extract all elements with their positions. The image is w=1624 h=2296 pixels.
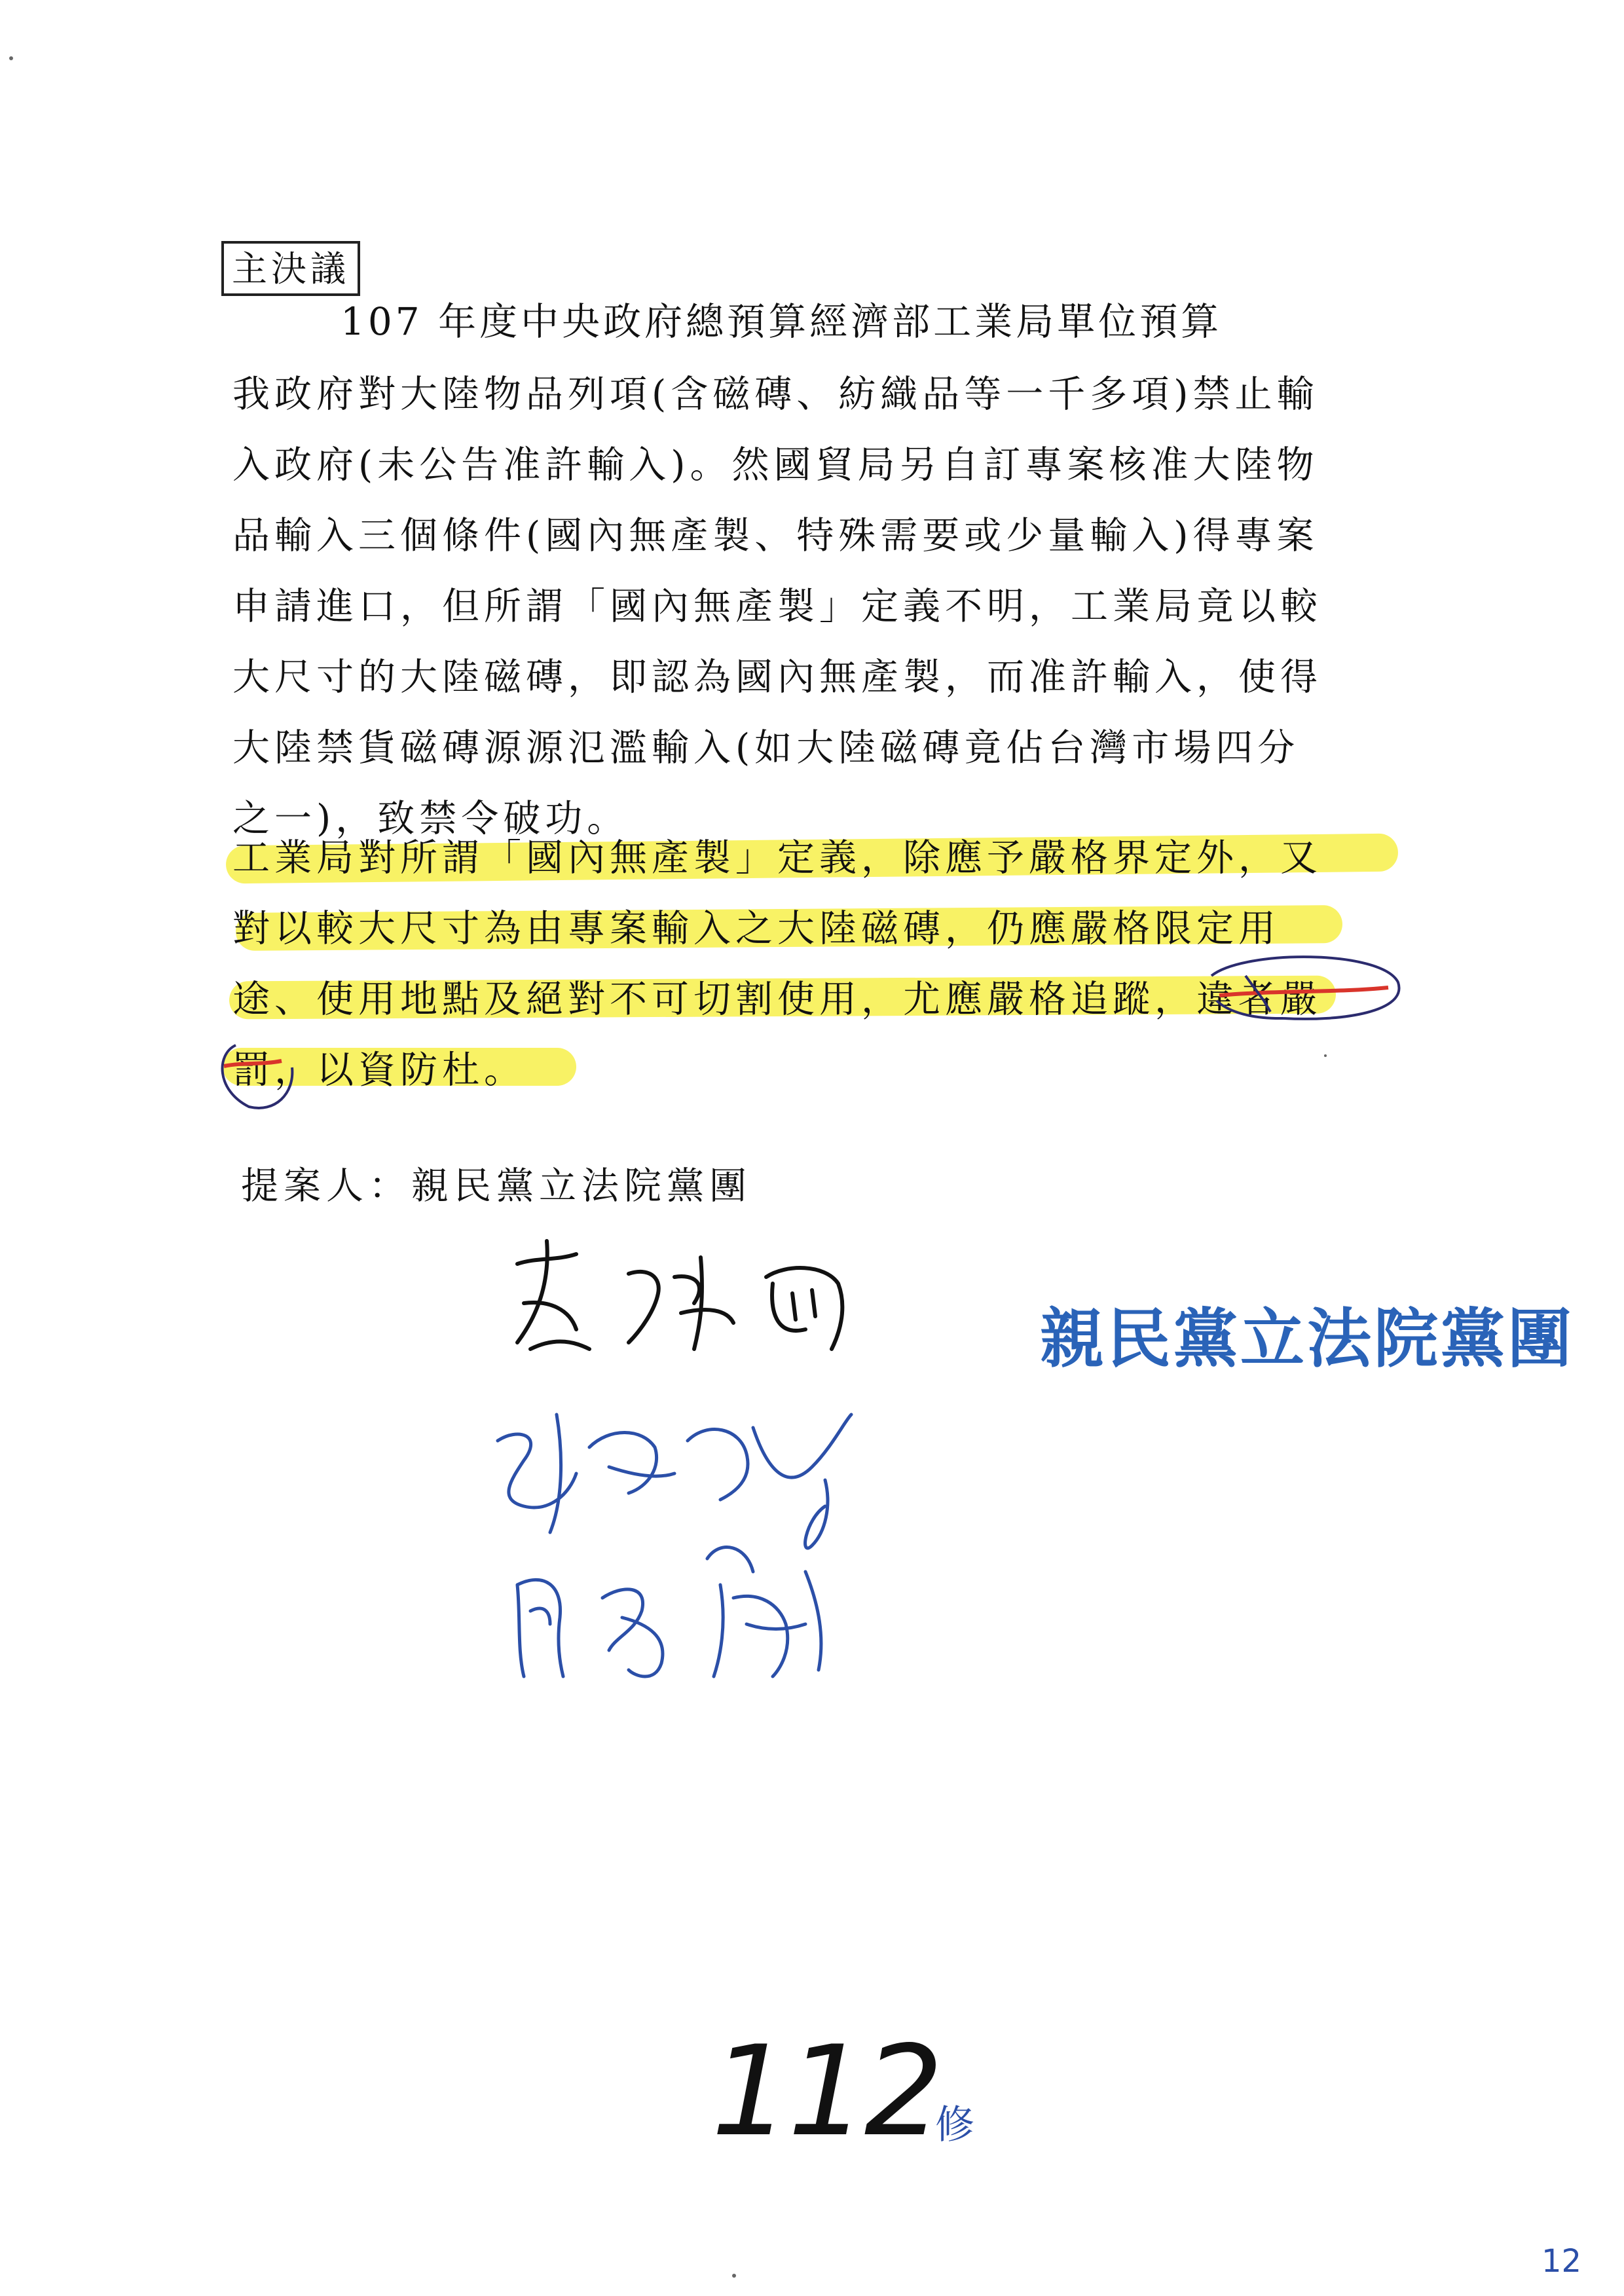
struck-text: 罰 bbox=[232, 1048, 274, 1092]
paragraph-line: 大陸禁貨磁磚源源氾濫輸入(如大陸磁磚竟佔台灣市場四分 bbox=[232, 726, 1300, 769]
pen-circle bbox=[223, 1045, 293, 1108]
proposer-line: 提案人：親民黨立法院黨團 bbox=[241, 1164, 752, 1208]
paragraph-line: 之一)，致禁令破功。 bbox=[232, 797, 629, 840]
handwritten-page-number: 112 bbox=[711, 2019, 941, 2164]
signature-1 bbox=[517, 1241, 842, 1349]
paragraph-line: 申請進口，但所謂「國內無產製」定義不明，工業局竟以較 bbox=[232, 585, 1322, 628]
handwritten-revision-mark: 修 bbox=[935, 2102, 974, 2148]
document-title: 107 年度中央政府總預算經濟部工業局單位預算 bbox=[341, 299, 1223, 344]
struck-text: ，違者嚴 bbox=[1154, 978, 1322, 1021]
paragraph-line: 大尺寸的大陸磁磚，即認為國內無產製，而准許輸入，使得 bbox=[232, 656, 1322, 699]
red-strikethrough bbox=[224, 1061, 282, 1066]
party-caucus-stamp: 親民黨立法院黨團 bbox=[1040, 1301, 1575, 1377]
resolution-label: 主決議 bbox=[221, 241, 360, 296]
paragraph-line: 工業局對所謂「國內無產製」定義，除應予嚴格界定外，又 bbox=[232, 836, 1322, 880]
paragraph-line: 入政府(未公告准許輸入)。然國貿局另自訂專案核准大陸物 bbox=[232, 443, 1319, 487]
paragraph-text: ，以資防杜。 bbox=[274, 1048, 526, 1092]
red-strikethrough bbox=[1219, 988, 1388, 995]
paragraph-line: 我政府對大陸物品列項(含磁磚、紡織品等一千多項)禁止輸 bbox=[232, 373, 1319, 416]
signature-2 bbox=[498, 1415, 851, 1548]
paragraph-line: 品輸入三個條件(國內無產製、特殊需要或少量輸入)得專案 bbox=[232, 514, 1319, 557]
handwritten-corner-number: 12 bbox=[1541, 2243, 1582, 2280]
signature-3 bbox=[517, 1547, 821, 1676]
paragraph-text: 途、使用地點及絕對不可切割使用，尤應嚴格追蹤 bbox=[232, 978, 1154, 1021]
paragraph-line: 對以較大尺寸為由專案輸入之大陸磁磚，仍應嚴格限定用 bbox=[232, 907, 1280, 950]
